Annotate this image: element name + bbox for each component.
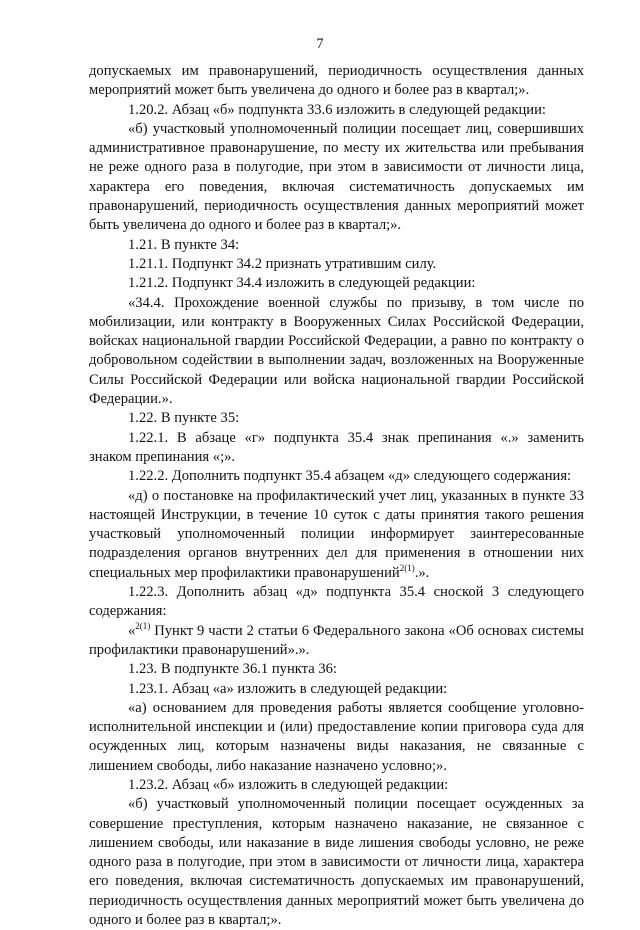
page-number: 7: [316, 36, 324, 52]
document-body: [89, 62, 584, 930]
paragraph-1-22-2: 1.22.2. Дополнить подпункт 35.4 абзацем «д» следующего содержания:: [128, 468, 572, 485]
paragraph-1-22: 1.22. В пункте 35:: [128, 410, 240, 427]
paragraph-1-23: 1.23. В подпункте 36.1 пункта 36:: [128, 661, 337, 678]
paragraph-quote-d: [89, 487, 584, 583]
paragraph-1-20-2: 1.20.2. Абзац «б» подпункта 33.6 изложить в следующей редакции:: [128, 101, 546, 118]
paragraph-1-23-2: 1.23.2. Абзац «б» изложить в следующей редакции:: [128, 776, 449, 793]
paragraph-1-21: 1.21. В пункте 34:: [128, 236, 240, 253]
footnote-marker: 2(1): [135, 620, 151, 631]
paragraph-footnote-text: [89, 622, 584, 661]
paragraph-quote-d-text: «д) о постановке на профилактический учет лиц, указанных в пункте 33 настоящей Инструкции, в течение 10 суток с даты принятия такого решения участковый уполномоченный полиции информирует заинтересованные подразделения органов внутренних дел для применения в отношении них специальных мер профилактики правонарушений: [89, 487, 584, 581]
paragraph-1-21-2: 1.21.2. Подпункт 34.4 изложить в следующей редакции:: [128, 275, 476, 292]
paragraph-continuation: допускаемых им правонарушений, периодичность осуществления данных мероприятий может быть увеличена до одного и более раз в квартал;».: [89, 63, 584, 99]
paragraph-quote-b-33-6: «б) участковый уполномоченный полиции посещает лиц, совершивших административное правонарушение, по месту их жительства или пребывания не реже одного раза в полугодие, при этом в зависимости от личности лица, характера его поведения, включая систематичность допускаемых им правонарушений, периодичность осуществления данных мероприятий может быть увеличена до одного и более раз в квартал;».: [89, 120, 584, 234]
paragraph-quote-a: «а) основанием для проведения работы является сообщение уголовно-исполнительной инспекции и (или) предоставление копии приговора суда для осужденных лиц, которым назначены виды наказания, не связанные с лишением свободы, либо наказание назначено условно;».: [89, 699, 584, 774]
paragraph-1-23-1: 1.23.1. Абзац «а» изложить в следующей редакции:: [128, 680, 448, 697]
footnote-body: Пункт 9 части 2 статьи 6 Федерального закона «Об основах системы профилактики правонарушений».».: [89, 622, 584, 658]
paragraph-quote-34-4: «34.4. Прохождение военной службы по призыву, в том числе по мобилизации, или контракту в Вооруженных Силах Российской Федерации, войсках национальной гвардии Российской Федерации, а равно по контракту о добровольном содействии в выполнении задач, возложенных на Вооруженные Силы Российской Федерации или войска национальной гвардии Российской Федерации.».: [89, 294, 584, 408]
paragraph-1-21-1: 1.21.1. Подпункт 34.2 признать утратившим силу.: [128, 255, 437, 272]
paragraph-1-22-1: 1.22.1. В абзаце «г» подпункта 35.4 знак препинания «.» заменить знаком препинания «;».: [89, 429, 584, 465]
footnote-marker: 2(1): [399, 562, 415, 573]
paragraph-quote-b-36-1: «б) участковый уполномоченный полиции посещает осужденных за совершение преступления, которым назначено наказание, не связанное с лишением свободы, или наказание в виде лишения свободы условно, не реже одного раза в полугодие, при этом в зависимости от личности лица, характера его поведения, включая систематичность допускаемых им правонарушений, периодичность осуществления данных мероприятий может быть увеличена до одного и более раз в квартал;».: [89, 796, 584, 929]
paragraph-1-22-3: 1.22.3. Дополнить абзац «д» подпункта 35.4 сноской 3 следующего содержания:: [89, 584, 584, 620]
paragraph-quote-d-tail: .».: [414, 564, 430, 581]
footnote-open-quote: «: [128, 622, 136, 639]
